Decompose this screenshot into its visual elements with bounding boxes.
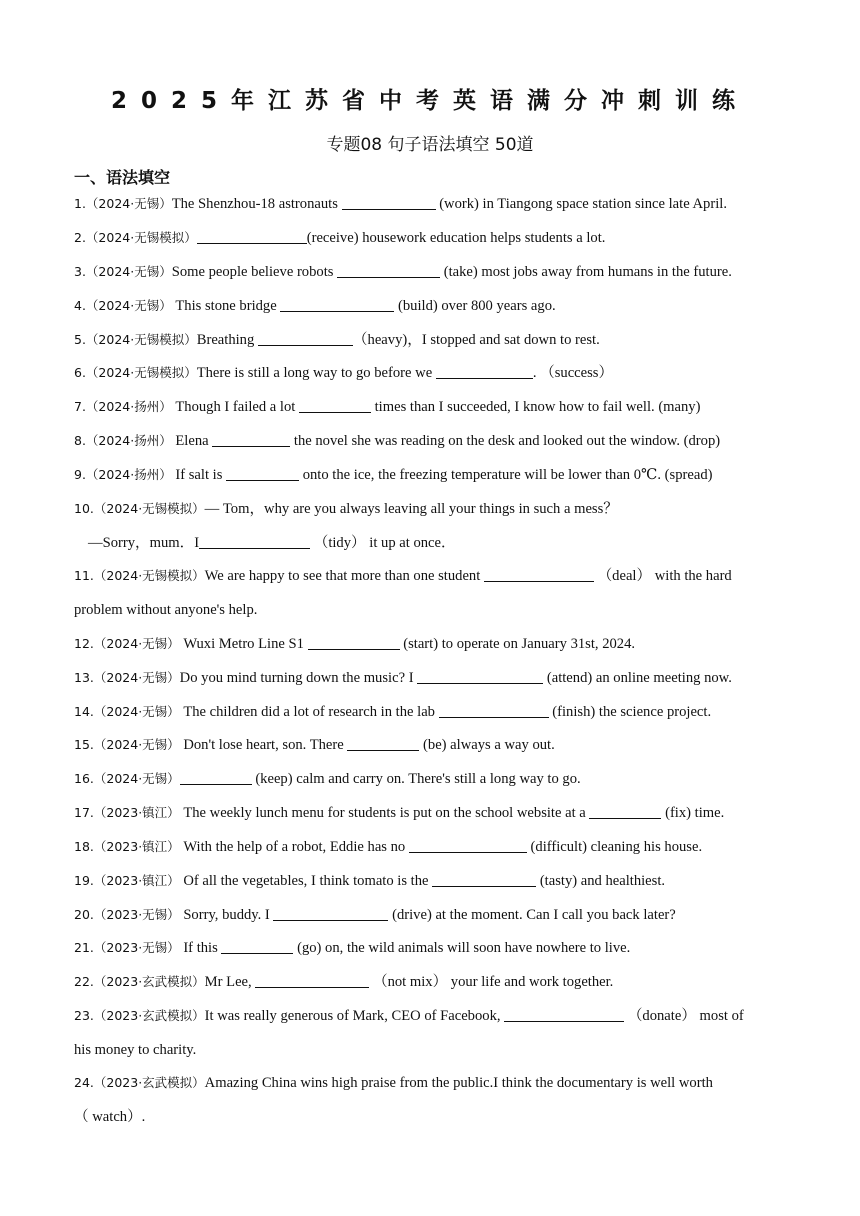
answer-blank[interactable] [308,635,400,650]
question-text: It was really generous of Mark, CEO of Facebook, [204,1008,505,1024]
question-hint: (keep) calm and carry on. There's still a long way to go. [251,771,581,787]
exercise-line [74,499,788,519]
exercise-line [88,533,802,553]
exercise-line [74,1073,788,1093]
question-hint: (drive) at the moment. Can I call you back later? [388,907,676,923]
question-number: 23.（2023·玄武模拟） [74,1008,205,1023]
question-text: There is still a long way to go before we [196,365,436,381]
question-number: 11.（2024·无锡模拟） [74,568,205,583]
answer-blank[interactable] [197,229,307,244]
question-hint: (start) to operate on January 31st, 2024. [399,636,636,652]
answer-blank[interactable] [347,736,419,751]
question-number: 12.（2024·无锡） [74,636,180,651]
question-hint: onto the ice, the freezing temperature will be lower than 0℃. (spread) [299,467,713,483]
question-number: 13.（2024·无锡） [74,670,180,685]
answer-blank[interactable] [432,872,536,887]
answer-blank[interactable] [226,466,299,481]
question-text: Wuxi Metro Line S1 [179,636,308,652]
question-text: —Sorry，mum．I [88,535,200,551]
question-text: If this [179,940,222,956]
question-text: （ watch）. [74,1109,146,1125]
question-hint: （tidy） it up at once． [310,535,456,551]
answer-blank[interactable] [273,906,388,921]
exercise-line [74,668,788,688]
answer-blank[interactable] [436,364,533,379]
exercise-line [74,262,788,282]
question-number: 22.（2023·玄武模拟） [74,974,205,989]
question-number: 8.（2024·扬州） [74,433,172,448]
exercise-line [74,735,788,755]
question-hint: the novel she was reading on the desk and looked out the window. (drop) [290,433,721,449]
question-number: 18.（2023·镇江） [74,839,180,854]
page-title: 2025年江苏省中考英语满分冲刺训练 [110,88,749,114]
answer-blank[interactable] [199,534,310,549]
exercise-line [74,465,788,485]
exercise-line [74,1006,788,1026]
question-text: Elena [171,433,213,449]
exercise-line [74,1040,788,1060]
answer-blank[interactable] [409,838,527,853]
question-hint: (build) over 800 years ago. [394,298,556,314]
answer-blank[interactable] [212,432,290,447]
question-hint: (attend) an online meeting now. [543,670,732,686]
exercise-line [74,702,788,722]
exercise-line [74,600,788,620]
exercise-line [74,363,788,383]
question-text: The weekly lunch menu for students is put on the school website at a [179,805,590,821]
section-heading: 一、语法填空 [74,168,171,187]
question-number: 7.（2024·扬州） [74,399,172,414]
question-hint: (difficult) cleaning his house. [526,839,703,855]
question-text: Sorry, buddy. I [179,907,274,923]
question-hint: （deal） with the hard [593,568,732,584]
question-text: The children did a lot of research in the lab [179,704,439,720]
question-number: 3.（2024·无锡） [74,264,172,279]
exercise-line [74,634,788,654]
question-text: Though I failed a lot [171,399,299,415]
answer-blank[interactable] [180,770,252,785]
question-number: 6.（2024·无锡模拟） [74,365,197,380]
question-number: 17.（2023·镇江） [74,805,180,820]
question-hint: (receive) housework education helps students a lot. [306,230,606,246]
answer-blank[interactable] [589,804,661,819]
question-text: — Tom，why are you always leaving all your things in such a mess？ [204,501,618,517]
question-number: 9.（2024·扬州） [74,467,172,482]
question-text: Don't lose heart, son. There [179,737,348,753]
question-number: 5.（2024·无锡模拟） [74,332,197,347]
question-text: Amazing China wins high praise from the public.I think the documentary is well worth [204,1075,713,1091]
question-number: 16.（2024·无锡） [74,771,180,786]
exercise-line [74,769,788,789]
question-text: This stone bridge [171,298,281,314]
question-text: problem without anyone's help. [74,602,258,618]
exercise-line [74,431,788,451]
question-text: Do you mind turning down the music? I [179,670,418,686]
answer-blank[interactable] [280,297,394,312]
question-number: 21.（2023·无锡） [74,940,180,955]
question-number: 2.（2024·无锡模拟） [74,230,197,245]
question-hint: （donate） most of [624,1008,744,1024]
exercise-line [74,566,788,586]
exercise-line [74,837,788,857]
question-text: We are happy to see that more than one student [204,568,484,584]
question-hint: times than I succeeded, I know how to fail well. (many) [370,399,701,415]
answer-blank[interactable] [255,973,369,988]
question-hint: . （success） [532,365,614,381]
exercise-line [74,330,788,350]
exercise-line [74,1107,788,1127]
question-text: his money to charity. [74,1042,197,1058]
question-text: With the help of a robot, Eddie has no [179,839,409,855]
answer-blank[interactable] [484,567,594,582]
question-hint: (tasty) and healthiest. [536,873,666,889]
question-number: 1.（2024·无锡） [74,196,172,211]
question-hint: （heavy)，I stopped and sat down to rest. [352,332,600,348]
answer-blank[interactable] [439,703,549,718]
answer-blank[interactable] [299,398,371,413]
question-number: 15.（2024·无锡） [74,737,180,752]
exercise-line [74,871,788,891]
question-number: 14.（2024·无锡） [74,704,180,719]
question-hint: (take) most jobs away from humans in the future. [440,264,732,280]
exercise-line [74,938,788,958]
answer-blank[interactable] [337,263,440,278]
question-number: 19.（2023·镇江） [74,873,180,888]
question-hint: (work) in Tiangong space station since late April. [435,196,727,212]
question-hint: (fix) time. [661,805,725,821]
exercise-line [74,972,788,992]
question-text: Of all the vegetables, I think tomato is the [179,873,433,889]
exercise-line [74,803,788,823]
question-text: Some people believe robots [171,264,338,280]
question-hint: (go) on, the wild animals will soon have nowhere to live. [293,940,631,956]
exercise-line [74,194,788,214]
question-number: 4.（2024·无锡） [74,298,172,313]
question-hint: (finish) the science project. [548,704,712,720]
answer-blank[interactable] [417,669,543,684]
question-text: The Shenzhou-18 astronauts [171,196,342,212]
question-number: 10.（2024·无锡模拟） [74,501,205,516]
question-number: 24.（2023·玄武模拟） [74,1075,205,1090]
answer-blank[interactable] [504,1007,624,1022]
exercise-line [74,228,788,248]
question-text: Mr Lee, [204,974,256,990]
answer-blank[interactable] [342,195,436,210]
question-text: Breathing [196,332,258,348]
answer-blank[interactable] [258,331,353,346]
question-text: If salt is [171,467,227,483]
question-number: 20.（2023·无锡） [74,907,180,922]
exercise-line [74,905,788,925]
exercise-line [74,296,788,316]
question-hint: （not mix） your life and work together. [369,974,614,990]
question-hint: (be) always a way out. [419,737,555,753]
exercise-line [74,397,788,417]
page-subtitle: 专题08 句子语法填空 50道 [326,135,534,155]
answer-blank[interactable] [221,939,293,954]
